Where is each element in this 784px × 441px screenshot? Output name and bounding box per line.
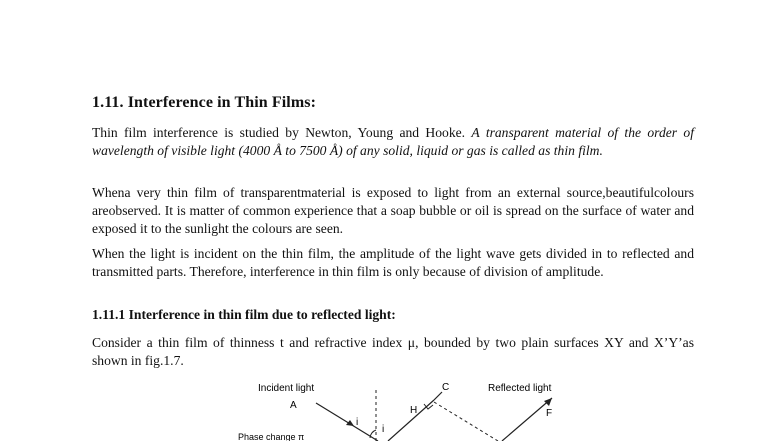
label-c: C <box>442 382 450 393</box>
paragraph-observation: Whena very thin film of transparentmaterial is exposed to light from an external source,beautifulcolours areobserved. It is matter of common experience that a soap bubble or oil is spread on the surface of water and exposed it to the sunlight the colours are seen. <box>92 185 694 236</box>
angle-label-1: i <box>356 417 359 428</box>
label-a: A <box>290 400 297 411</box>
perpendicular-line <box>434 402 498 441</box>
intro-italic-definition: A transparent material of the order of wavelength of visible light (4000 Å to 7500 Å) of any solid, liquid or gas is called as thin film. <box>92 125 694 158</box>
thin-film-figure <box>230 378 590 441</box>
incident-ray-arrow <box>346 420 354 426</box>
intro-plain-text: Thin film interference is studied by Newton, Young and Hooke. <box>92 125 472 140</box>
label-f: F <box>546 408 553 419</box>
phase-change-label: Phase change π <box>238 432 305 441</box>
reflected-light-label: Reflected light <box>488 383 552 394</box>
reflected-ray-1-tip <box>434 392 442 400</box>
label-h: H <box>410 405 418 416</box>
section-heading: 1.11. Interference in Thin Films: <box>92 94 317 111</box>
reflected-ray-2 <box>502 398 552 441</box>
reflected-ray-2-arrow <box>544 398 552 406</box>
subsection-heading: 1.11.1 Interference in thin film due to reflected light: <box>92 307 396 322</box>
paragraph-amplitude: When the light is incident on the thin film, the amplitude of the light wave gets divided in to reflected and transmitted parts. Therefore, interference in thin film is only because of division of amplitude. <box>92 246 694 279</box>
paragraph-thin-film: Consider a thin film of thinness t and refractive index μ, bounded by two plain surfaces XY and X’Y’as shown in fig.1.7. <box>92 335 694 368</box>
incident-ray <box>316 403 378 441</box>
angle-label-2: i <box>382 424 385 435</box>
incident-light-label: Incident light <box>258 383 315 394</box>
paragraph-intro <box>92 124 694 160</box>
